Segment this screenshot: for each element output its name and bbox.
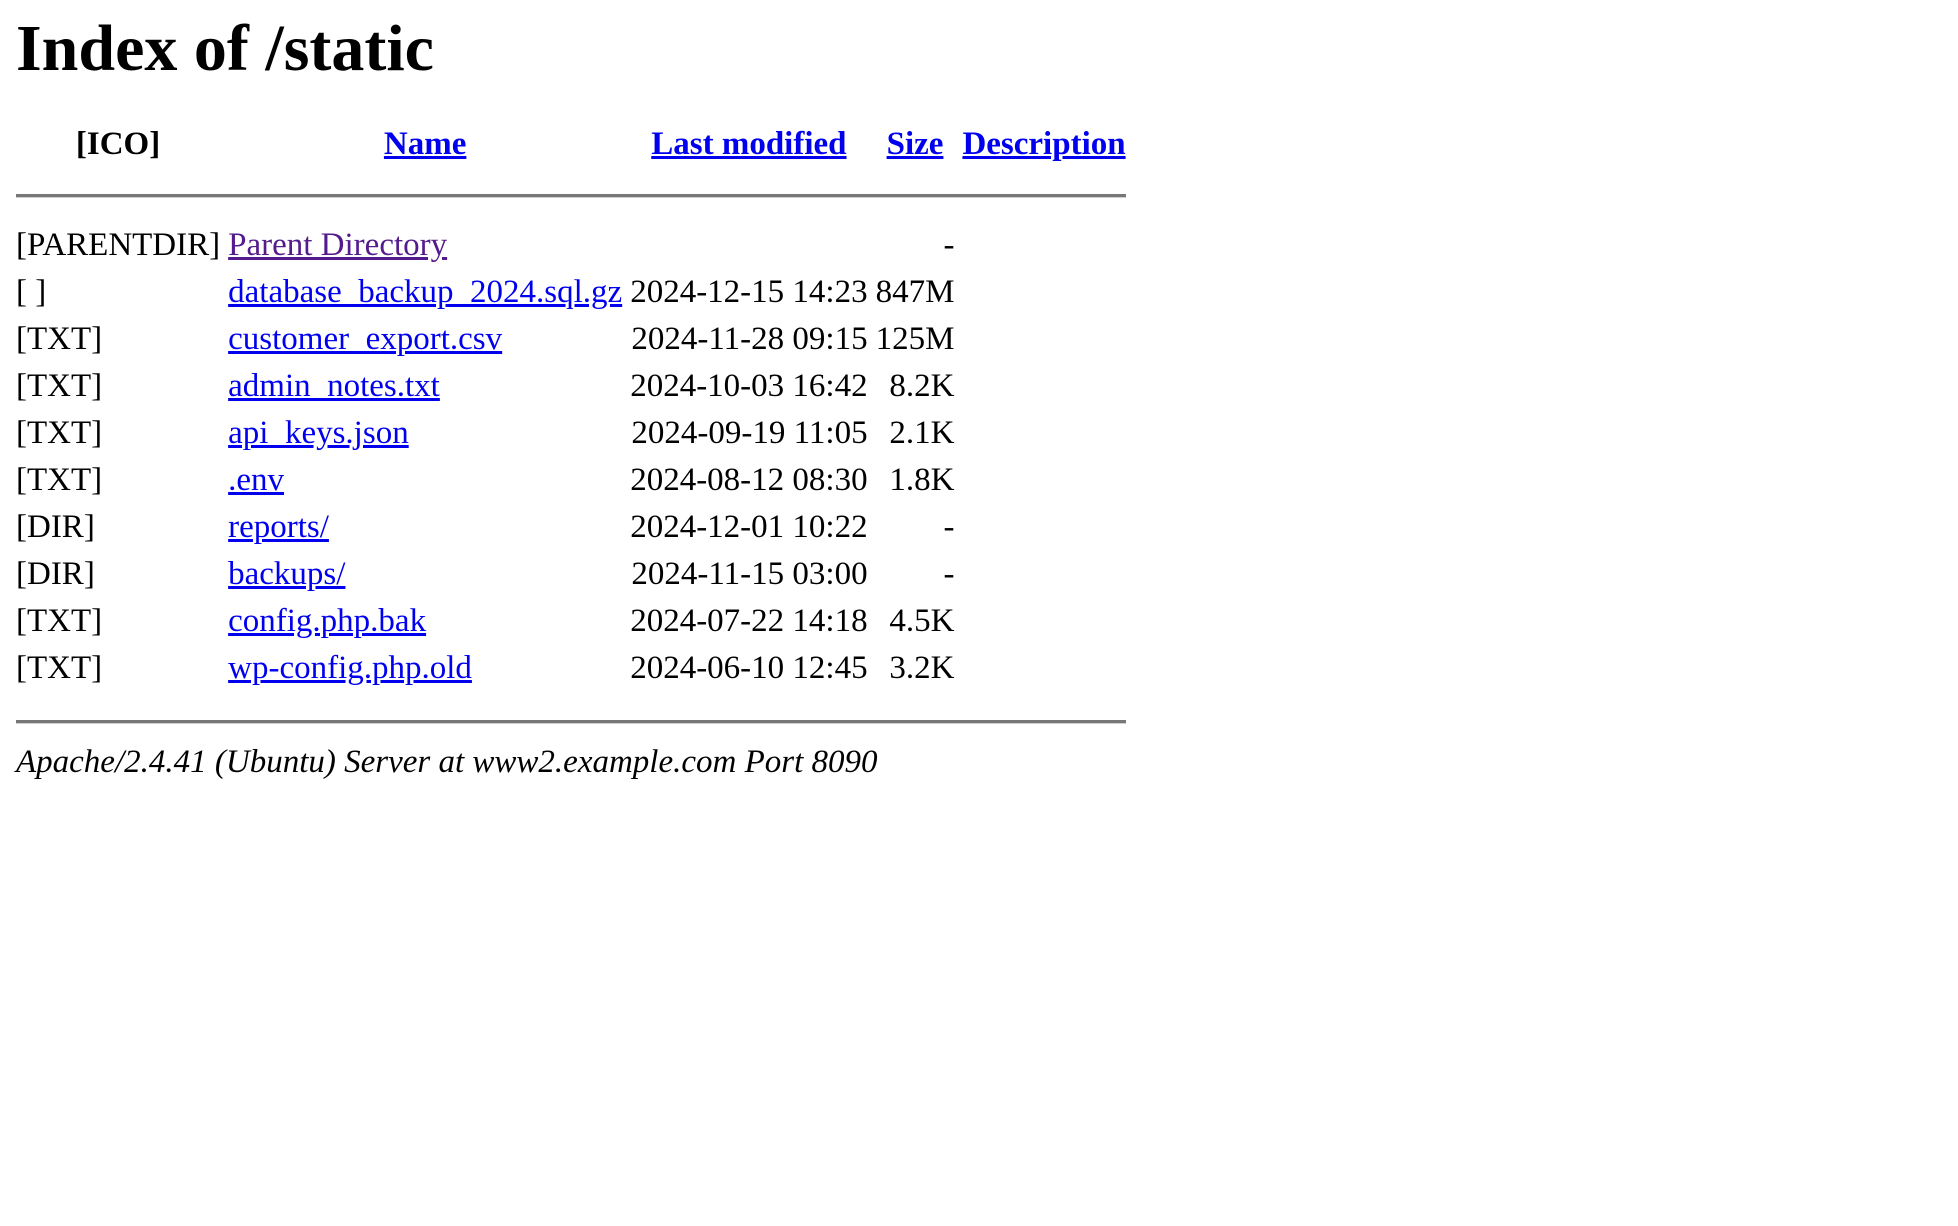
file-name-cell — [228, 551, 622, 598]
file-name-cell — [228, 598, 622, 645]
table-row — [16, 269, 1126, 316]
description-cell — [962, 222, 1125, 269]
header-rule-cell — [16, 194, 1126, 222]
file-name-cell — [228, 410, 622, 457]
last-modified-cell: 2024-09-19 11:05 — [631, 415, 868, 451]
size-cell: 125M — [875, 321, 955, 357]
file-name-cell — [228, 504, 622, 551]
sort-by-size-link[interactable]: Size — [886, 126, 944, 162]
file-type-icon: [ ] — [16, 274, 47, 310]
last-modified-cell: 2024-10-03 16:42 — [630, 368, 868, 404]
header-divider — [16, 194, 1126, 198]
description-cell — [962, 645, 1125, 692]
file-name-cell — [228, 316, 622, 363]
file-type-icon: [TXT] — [16, 368, 103, 404]
file-listing-table — [8, 120, 1134, 724]
file-link[interactable]: Parent Directory — [228, 227, 448, 263]
last-modified-cell: 2024-06-10 12:45 — [630, 650, 868, 686]
table-row — [16, 645, 1126, 692]
file-link[interactable]: customer_export.csv — [228, 321, 503, 357]
name-column-header — [228, 120, 622, 194]
last-modified-cell: 2024-12-01 10:22 — [630, 509, 868, 545]
last-modified-cell: 2024-11-15 03:00 — [631, 556, 868, 592]
size-cell: 3.2K — [889, 650, 955, 686]
size-cell: - — [943, 509, 955, 545]
file-type-icon: [TXT] — [16, 462, 103, 498]
file-type-icon: [DIR] — [16, 556, 95, 592]
file-name-cell — [228, 222, 622, 269]
size-cell: 8.2K — [889, 368, 955, 404]
sort-by-name-link[interactable]: Name — [383, 126, 467, 162]
description-column-header — [962, 120, 1125, 194]
size-cell: 847M — [875, 274, 955, 310]
description-cell — [962, 598, 1125, 645]
size-cell: 4.5K — [889, 603, 955, 639]
description-cell — [962, 551, 1125, 598]
description-cell — [962, 457, 1125, 504]
file-link[interactable]: .env — [228, 462, 285, 498]
file-name-cell — [228, 457, 622, 504]
page-title: Index of /static — [16, 12, 434, 85]
file-type-icon: [PARENTDIR] — [16, 227, 221, 263]
last-modified-cell — [630, 222, 867, 269]
description-cell — [962, 269, 1125, 316]
size-column-header — [876, 120, 955, 194]
file-link[interactable]: admin_notes.txt — [228, 368, 440, 404]
file-link[interactable]: wp-config.php.old — [228, 650, 472, 686]
table-row — [16, 598, 1126, 645]
size-cell: - — [943, 556, 955, 592]
file-link[interactable]: api_keys.json — [228, 415, 409, 451]
table-row — [16, 316, 1126, 363]
last-modified-cell: 2024-07-22 14:18 — [630, 603, 868, 639]
file-type-icon: [TXT] — [16, 321, 103, 357]
file-rows — [16, 222, 1126, 692]
file-type-icon: [TXT] — [16, 603, 103, 639]
file-link[interactable]: backups/ — [228, 556, 346, 592]
footer-rule-cell — [16, 692, 1126, 724]
description-cell — [962, 363, 1125, 410]
icon-column-header: [ICO] — [75, 126, 161, 162]
file-name-cell — [228, 645, 622, 692]
table-row — [16, 504, 1126, 551]
description-cell — [962, 410, 1125, 457]
file-type-icon: [DIR] — [16, 509, 95, 545]
file-type-icon: [TXT] — [16, 415, 103, 451]
last-modified-cell: 2024-08-12 08:30 — [630, 462, 868, 498]
table-row — [16, 222, 1126, 269]
footer-divider — [16, 720, 1126, 724]
table-row — [16, 410, 1126, 457]
description-cell — [962, 504, 1125, 551]
sort-by-last-modified-link[interactable]: Last modified — [651, 126, 847, 162]
file-link[interactable]: config.php.bak — [228, 603, 427, 639]
size-cell: - — [943, 227, 955, 263]
sort-by-description-link[interactable]: Description — [962, 126, 1126, 162]
table-row — [16, 457, 1126, 504]
file-name-cell — [228, 363, 622, 410]
server-signature: Apache/2.4.41 (Ubuntu) Server at www2.example.com Port 8090 — [16, 744, 878, 780]
last-modified-column-header — [630, 120, 867, 194]
table-header-row — [16, 120, 1126, 194]
file-link[interactable]: database_backup_2024.sql.gz — [228, 274, 623, 310]
file-name-cell — [228, 269, 622, 316]
size-cell: 1.8K — [889, 462, 955, 498]
file-type-icon: [TXT] — [16, 650, 103, 686]
table-row — [16, 363, 1126, 410]
description-cell — [962, 316, 1125, 363]
last-modified-cell: 2024-11-28 09:15 — [631, 321, 868, 357]
last-modified-cell: 2024-12-15 14:23 — [630, 274, 868, 310]
table-row — [16, 551, 1126, 598]
size-cell: 2.1K — [889, 415, 955, 451]
file-link[interactable]: reports/ — [228, 509, 329, 545]
